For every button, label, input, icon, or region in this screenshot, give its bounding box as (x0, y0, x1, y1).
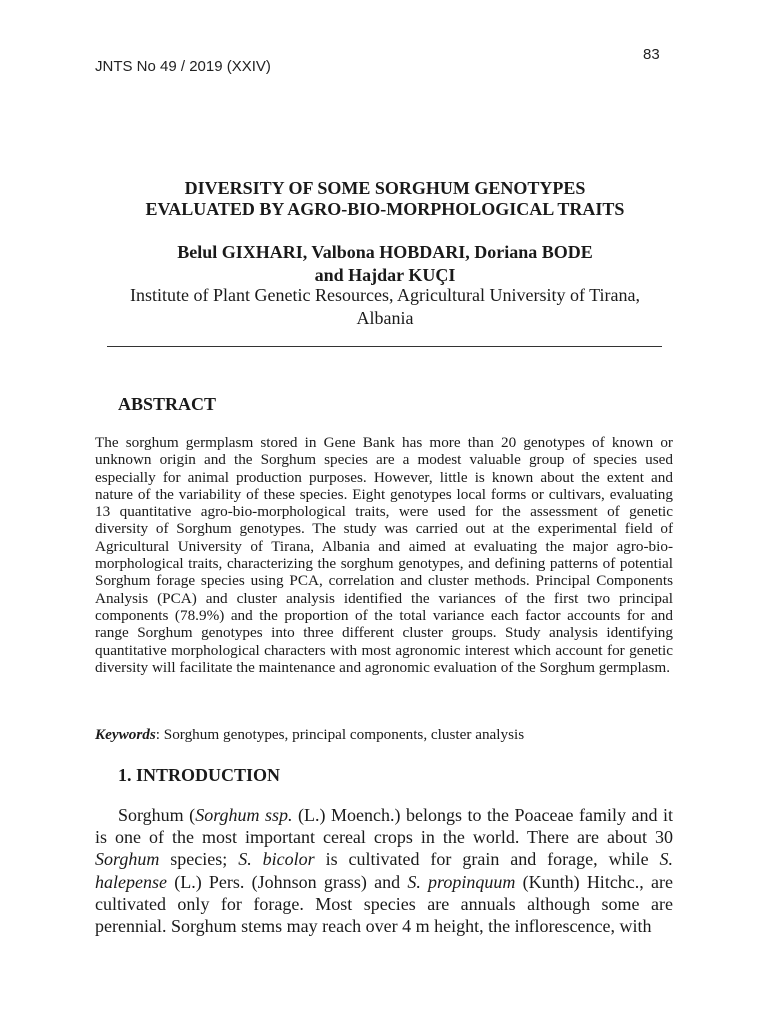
abstract-text: The sorghum germplasm stored in Gene Bank has more than 20 genotypes of known or unknown origin and the Sorghum species are a modest valuable group of species used especially for animal production purposes. However, little is known about the extent and nature of the variability of these species. Eight genotypes local forms or cultivars, evaluating 13 quantitative agro-bio-morphological traits, were used for the assessment of genetic diversity of Sorghum genotypes. The study was carried out at the experimental field of Agricultural University of Tirana, Albania and aimed at evaluating the major agro-bio-morphological traits, characterizing the sorghum genotypes, and defining patterns of potential Sorghum forage species using PCA, correlation and cluster methods. Principal Components Analysis (PCA) and cluster analysis identified the variances of the first two principal components (78.9%) and the proportion of the total variance each factor accounts for and range Sorghum genotypes into three different cluster groups. Study analysis identifying quantitative morphological characters with most agronomic interest which account for genetic diversity will facilitate the maintenance and agronomic evaluation of the Sorghum germplasm. (95, 434, 673, 676)
intro-span: (Kunth) Hitchc., are cultivated only for forage. Most species are annuals although some are perennial. Sorghum stems may reach over 4 m height, the inflorescence, with (95, 871, 673, 937)
intro-span: (L.) Moench.) belongs to the Poaceae family and it is one of the most important cereal crops in the world. There are about 30 (95, 805, 673, 848)
page-number: 83 (643, 46, 660, 63)
intro-italic-bicolor: S. bicolor (238, 849, 315, 870)
intro-span: is cultivated for grain and forage, while (314, 849, 660, 870)
keywords-label: Keywords (95, 726, 156, 743)
keywords-text: : Sorghum genotypes, principal components, cluster analysis (155, 726, 525, 743)
authors-line-1: Belul GIXHARI, Valbona HOBDARI, Doriana BODE (177, 242, 593, 262)
intro-span: Sorghum ( (118, 805, 196, 825)
title-line-2: EVALUATED BY AGRO-BIO-MORPHOLOGICAL TRAITS (145, 199, 625, 219)
introduction-paragraph (95, 804, 673, 937)
intro-italic-halepense: S. halepense (95, 849, 674, 892)
affiliation: Institute of Plant Genetic Resources, Agricultural University of Tirana, Albania (130, 285, 640, 328)
journal-reference: JNTS No 49 / 2019 (XXIV) (95, 58, 271, 75)
authors-line-2: and Hajdar KUÇI (314, 265, 456, 285)
intro-span: (L.) Pers. (Johnson grass) and (166, 871, 408, 892)
intro-italic-genus: Sorghum ssp. (195, 805, 293, 825)
intro-italic-sorghum: Sorghum (95, 849, 160, 870)
paper-title (95, 178, 675, 220)
intro-italic-propinquum: S. propinquum (407, 871, 516, 892)
title-line-1: DIVERSITY OF SOME SORGHUM GENOTYPES (184, 178, 586, 198)
keywords (95, 726, 673, 743)
title-divider (107, 346, 662, 347)
intro-span: species; (159, 849, 239, 870)
abstract-heading: ABSTRACT (118, 394, 217, 414)
author-list (95, 241, 675, 287)
introduction-heading: 1. INTRODUCTION (118, 765, 281, 785)
